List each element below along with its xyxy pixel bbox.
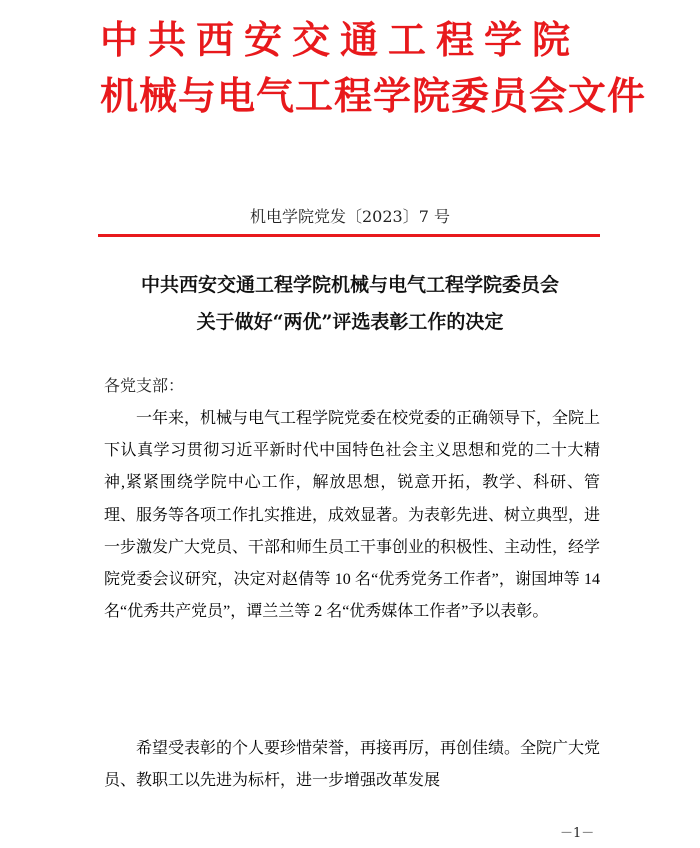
salutation: 各党支部： [104,376,185,395]
red-divider-line [98,234,600,237]
masthead-line-2: 机械与电气工程学院委员会文件 [100,73,647,118]
document-title-line-2: 关于做好“两优”评选表彰工作的决定 [196,311,504,333]
page-number: －1－ [560,826,595,841]
body-paragraph-1: 一年来，机械与电气工程学院党委在校党委的正确领导下，全院上下认真学习贯彻习近平新时代中国特色社会主义思想和党的二十大精神,紧紧围绕学院中心工作，解放思想，锐意开拓，教学、科研、管理、服务等各项工作扎实推进，成效显著。为表彰先进、树立典型，进一步激发广大党员、干部和师生员工干事创业的积极性、主动性，经学院党委会议研究，决定对赵倩等 10 名“优秀党务工作者”，谢国坤等 14 名“优秀共产党员”，谭兰兰等 2 名“优秀媒体工作者”予以表彰。 [104,410,601,621]
body-paragraph-2: 希望受表彰的个人要珍惜荣誉，再接再厉，再创佳绩。全院广大党员、教职工以先进为标杆，进一步增强改革发展 [104,740,601,790]
document-number: 机电学院党发〔2023〕7 号 [250,207,450,226]
masthead-line-1: 中共西安交通工程学院 [100,17,581,62]
document-title-line-1: 中共西安交通工程学院机械与电气工程学院委员会 [140,274,559,296]
